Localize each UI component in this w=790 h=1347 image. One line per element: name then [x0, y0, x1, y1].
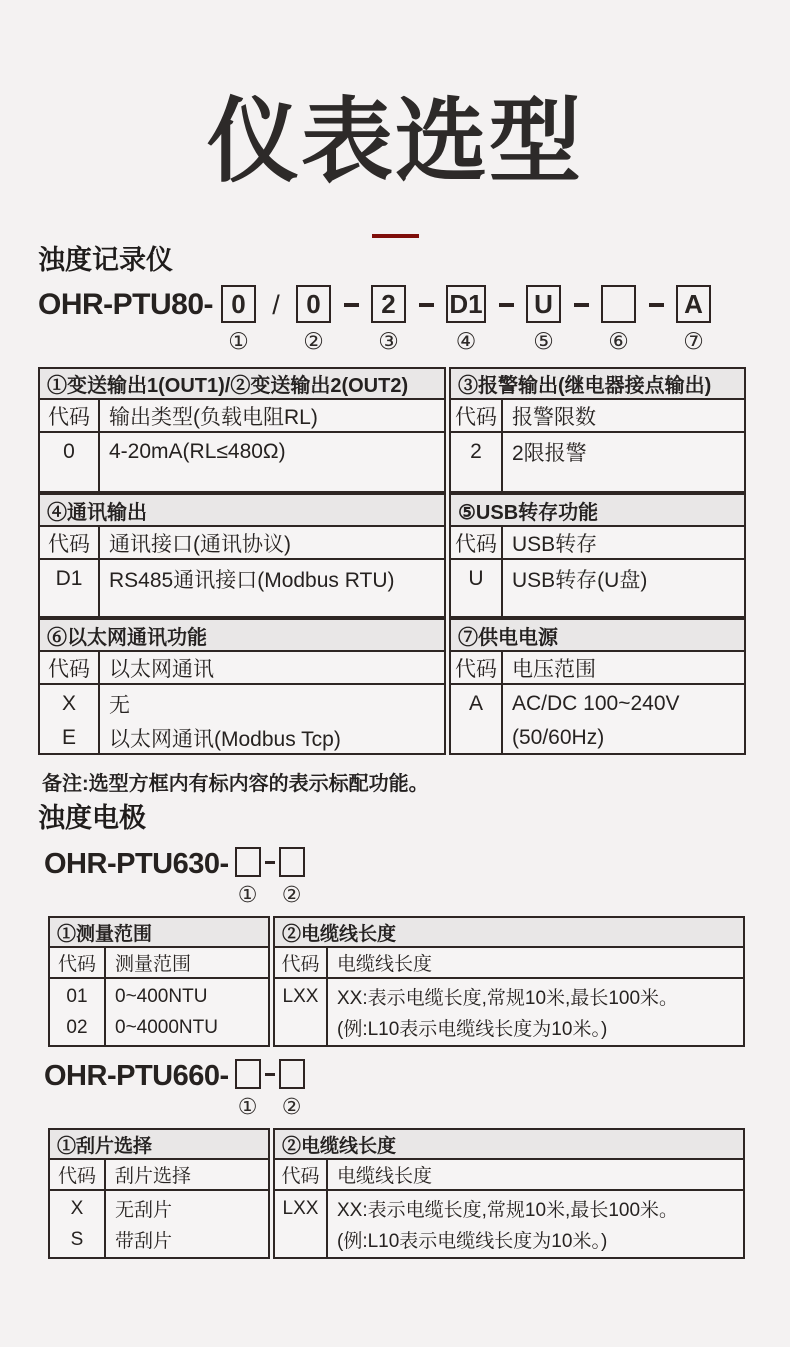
desc-value: 0~400NTU: [115, 985, 208, 1007]
code-box-empty: [235, 847, 261, 877]
dash-separator-icon: [265, 861, 275, 864]
code-value: LXX: [282, 985, 319, 1007]
separator: [636, 285, 676, 307]
code-box-4: D1: [446, 285, 486, 323]
code-value: A: [468, 692, 483, 715]
section3-right-table: [449, 618, 746, 755]
note-text: 备注:选型方框内有标内容的表示标配功能。: [42, 773, 429, 795]
section-header: ②电缆线长度: [275, 1130, 743, 1160]
desc-value: (例:L10表示电缆线长度为10米。): [337, 1019, 608, 1040]
code-value: 01: [66, 985, 88, 1007]
dash-separator-icon: [344, 303, 359, 307]
ptu660-selection-table: [48, 1128, 745, 1259]
code-value: D1: [55, 567, 83, 590]
recorder-selection-table: [38, 367, 746, 755]
desc-value: (50/60Hz): [512, 726, 605, 749]
section-header: ⑦供电电源: [451, 620, 744, 652]
slot-number-2: ②: [281, 883, 302, 908]
desc-value: (例:L10表示电缆线长度为10米。): [337, 1231, 608, 1252]
code-cell: [275, 1191, 328, 1257]
section-header: ①刮片选择: [50, 1130, 268, 1160]
right-table: [273, 916, 745, 1047]
desc-value: 4-20mA(RL≤480Ω): [109, 440, 286, 463]
content: [0, 238, 790, 1259]
section-header: ④通讯输出: [40, 495, 444, 527]
desc-cell: [503, 560, 744, 616]
code-box-3: 2: [371, 285, 406, 323]
section1-left-table: [38, 367, 446, 493]
col-header-code: 代码: [50, 948, 106, 979]
code-box-1: 0: [221, 285, 256, 323]
desc-cell: [503, 685, 744, 753]
code-cell: [275, 979, 328, 1045]
model-prefix: OHR-PTU630-: [44, 848, 229, 880]
right-table: [273, 1128, 745, 1259]
slot-number-2: ②: [303, 329, 324, 355]
desc-value: XX:表示电缆长度,常规10米,最长100米。: [337, 1200, 679, 1221]
code-value: LXX: [282, 1197, 319, 1219]
section2-left-table: [38, 493, 446, 618]
model-slot-1: [235, 847, 261, 908]
table-section-3: [38, 618, 746, 755]
code-box-empty: [235, 1059, 261, 1089]
desc-cell: [100, 685, 444, 753]
model-slot-1: [221, 285, 256, 355]
slot-number-4: ④: [455, 329, 477, 355]
separator: [561, 285, 601, 307]
model-slot-6: [601, 285, 636, 355]
section2-right-table: [449, 493, 746, 618]
table-section-1: [38, 367, 746, 493]
table-section: [48, 1128, 745, 1259]
model-slot-7: [676, 285, 711, 355]
slot-number-5: ⑤: [533, 329, 554, 355]
col-header-code: 代码: [40, 400, 100, 433]
model-slot-5: [526, 285, 561, 355]
col-header-desc: 通讯接口(通讯协议): [100, 527, 444, 560]
slot-number-2: ②: [281, 1095, 302, 1120]
slot-number-1: ①: [237, 1095, 258, 1120]
model-slot-2: [279, 847, 305, 908]
code-value: 02: [66, 1016, 88, 1038]
desc-value: USB转存(U盘): [512, 569, 648, 592]
desc-value: AC/DC 100~240V: [512, 692, 680, 715]
table-section: [48, 916, 745, 1047]
desc-cell: [328, 1191, 743, 1257]
desc-value: XX:表示电缆长度,常规10米,最长100米。: [337, 988, 679, 1009]
separator: [261, 1059, 279, 1076]
col-header-desc: 刮片选择: [106, 1160, 268, 1191]
model-slot-2: [296, 285, 331, 355]
slot-number-3: ③: [378, 329, 399, 355]
desc-cell: [100, 560, 444, 616]
section-header: ②电缆线长度: [275, 918, 743, 948]
col-header-desc: 输出类型(负载电阻RL): [100, 400, 444, 433]
separator: [406, 285, 446, 307]
col-header-desc: 以太网通讯: [100, 652, 444, 685]
desc-value: 无刮片: [115, 1200, 173, 1221]
code-value: U: [468, 567, 484, 590]
col-header-code: 代码: [275, 948, 328, 979]
electrode-heading: 浊度电极: [38, 803, 146, 833]
recorder-heading: 浊度记录仪: [38, 245, 173, 275]
desc-cell: [328, 979, 743, 1045]
col-header-code: 代码: [451, 527, 503, 560]
page-title: 仪表选型: [206, 91, 583, 193]
left-table: [48, 1128, 270, 1259]
code-cell: [451, 685, 503, 753]
desc-cell: [100, 433, 444, 491]
col-header-desc: 报警限数: [503, 400, 744, 433]
model-prefix: OHR-PTU660-: [44, 1060, 229, 1092]
col-header-desc: 电缆线长度: [328, 1160, 743, 1191]
model-slot-4: [446, 285, 486, 355]
code-cell: [40, 560, 100, 616]
code-value: E: [61, 726, 76, 749]
code-box-6-empty: [601, 285, 636, 323]
slot-number-1: ①: [237, 883, 258, 908]
code-cell: [50, 979, 106, 1045]
section-header: ⑤USB转存功能: [451, 495, 744, 527]
col-header-code: 代码: [451, 652, 503, 685]
separator: [486, 285, 526, 307]
desc-value: RS485通讯接口(Modbus RTU): [109, 569, 395, 592]
slot-number-6: ⑥: [608, 329, 629, 355]
left-table: [48, 916, 270, 1047]
code-cell: [50, 1191, 106, 1257]
desc-cell: [503, 433, 744, 491]
desc-cell: [106, 1191, 268, 1257]
code-box-5: U: [526, 285, 561, 323]
desc-value: 无: [109, 694, 130, 717]
code-cell: [40, 433, 100, 491]
desc-value: 0~4000NTU: [115, 1016, 218, 1038]
ptu630-model-line: [44, 847, 790, 908]
col-header-code: 代码: [40, 652, 100, 685]
col-header-desc: USB转存: [503, 527, 744, 560]
dash-separator-icon: [265, 1073, 275, 1076]
section-header: ①测量范围: [50, 918, 268, 948]
code-value: X: [70, 1197, 84, 1219]
slash-separator: /: [272, 290, 280, 320]
col-header-code: 代码: [451, 400, 503, 433]
separator: [256, 285, 296, 325]
dash-separator-icon: [419, 303, 434, 307]
model-prefix: OHR-PTU80-: [38, 288, 214, 321]
separator: [331, 285, 371, 307]
col-header-desc: 测量范围: [106, 948, 268, 979]
slot-number-1: ①: [228, 329, 249, 355]
code-box-empty: [279, 847, 305, 877]
code-box-7: A: [676, 285, 711, 323]
model-slot-2: [279, 1059, 305, 1120]
section3-left-table: [38, 618, 446, 755]
code-cell: [40, 685, 100, 753]
slot-number-7: ⑦: [683, 329, 704, 355]
recorder-model-line: [38, 285, 790, 355]
section-header: ③报警输出(继电器接点输出): [451, 369, 744, 400]
separator: [261, 847, 279, 864]
desc-value: 2限报警: [512, 442, 587, 465]
desc-value: 带刮片: [115, 1231, 173, 1252]
code-cell: [451, 433, 503, 491]
col-header-code: 代码: [40, 527, 100, 560]
table-section-2: [38, 493, 746, 618]
col-header-code: 代码: [50, 1160, 106, 1191]
model-slot-3: [371, 285, 406, 355]
dash-separator-icon: [574, 303, 589, 307]
code-value: 0: [63, 440, 75, 463]
section-header: ⑥以太网通讯功能: [40, 620, 444, 652]
desc-cell: [106, 979, 268, 1045]
col-header-code: 代码: [275, 1160, 328, 1191]
code-box-empty: [279, 1059, 305, 1089]
code-value: X: [61, 692, 76, 715]
section1-right-table: [449, 367, 746, 493]
ptu630-selection-table: [48, 916, 745, 1047]
code-cell: [451, 560, 503, 616]
dash-separator-icon: [499, 303, 514, 307]
ptu660-model-line: [44, 1059, 790, 1120]
section-header: ①变送输出1(OUT1)/②变送输出2(OUT2): [40, 369, 444, 400]
code-box-2: 0: [296, 285, 331, 323]
code-value: 2: [470, 440, 482, 463]
model-slot-1: [235, 1059, 261, 1120]
dash-separator-icon: [649, 303, 664, 307]
code-value: S: [70, 1228, 84, 1250]
col-header-desc: 电压范围: [503, 652, 744, 685]
col-header-desc: 电缆线长度: [328, 948, 743, 979]
desc-value: 以太网通讯(Modbus Tcp): [109, 728, 341, 751]
